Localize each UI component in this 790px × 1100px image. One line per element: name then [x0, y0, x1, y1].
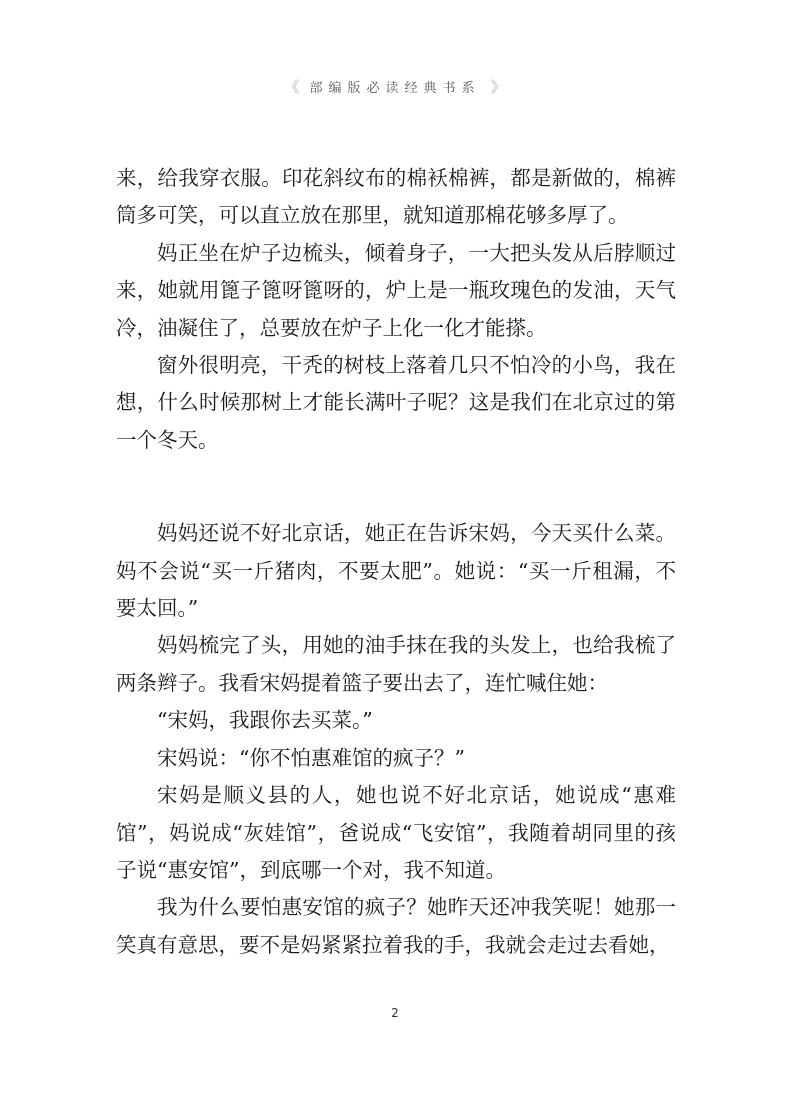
page-number: 2 — [391, 1006, 399, 1020]
paragraph: 宋妈是顺义县的人，她也说不好北京话，她说成“惠难馆”，妈说成“灰娃馆”，爸说成“飞安馆”，我随着胡同里的孩子说“惠安馆”，到底哪一个对，我不知道。 — [116, 783, 676, 882]
header-right-mark: 》 — [490, 78, 506, 96]
paragraph: 窗外很明亮，干秃的树枝上落着几只不怕冷的小鸟，我在想，什么时候那树上才能长满叶子呢？这是我们在北京过的第一个冬天。 — [116, 353, 676, 452]
section-break — [116, 459, 676, 515]
running-header — [0, 76, 790, 97]
series-title: 部编版必读经典书系 — [309, 81, 481, 96]
body-text — [116, 160, 676, 964]
paragraph: 妈妈还说不好北京话，她正在告诉宋妈，今天买什么菜。妈不会说“买一斤猪肉，不要太肥”。她说：“买一斤租漏，不要太回。” — [116, 521, 676, 621]
paragraph: 宋妈说：“你不怕惠难馆的疯子？” — [157, 745, 465, 770]
paragraph: 我为什么要怕惠安馆的疯子？她昨天还冲我笑呢！她那一笑真有意思，要不是妈紧紧拉着我的手，我就会走过去看她， — [116, 895, 676, 957]
paragraph: 妈妈梳完了头，用她的油手抹在我的头发上，也给我梳了两条辫子。我看宋妈提着篮子要出去了，连忙喊住她： — [116, 633, 676, 695]
header-left-mark: 《 — [284, 78, 300, 96]
paragraph: 妈正坐在炉子边梳头，倾着身子，一大把头发从后脖顺过来，她就用篦子篦呀篦呀的，炉上是一瓶玫瑰色的发油，天气冷，油凝住了，总要放在炉子上化一化才能搽。 — [116, 240, 676, 340]
paragraph: “宋妈，我跟你去买菜。” — [157, 708, 373, 733]
paragraph-continued: 来，给我穿衣服。印花斜纹布的棉袄棉裤，都是新做的，棉裤筒多可笑，可以直立放在那里，就知道那棉花够多厚了。 — [116, 166, 676, 228]
